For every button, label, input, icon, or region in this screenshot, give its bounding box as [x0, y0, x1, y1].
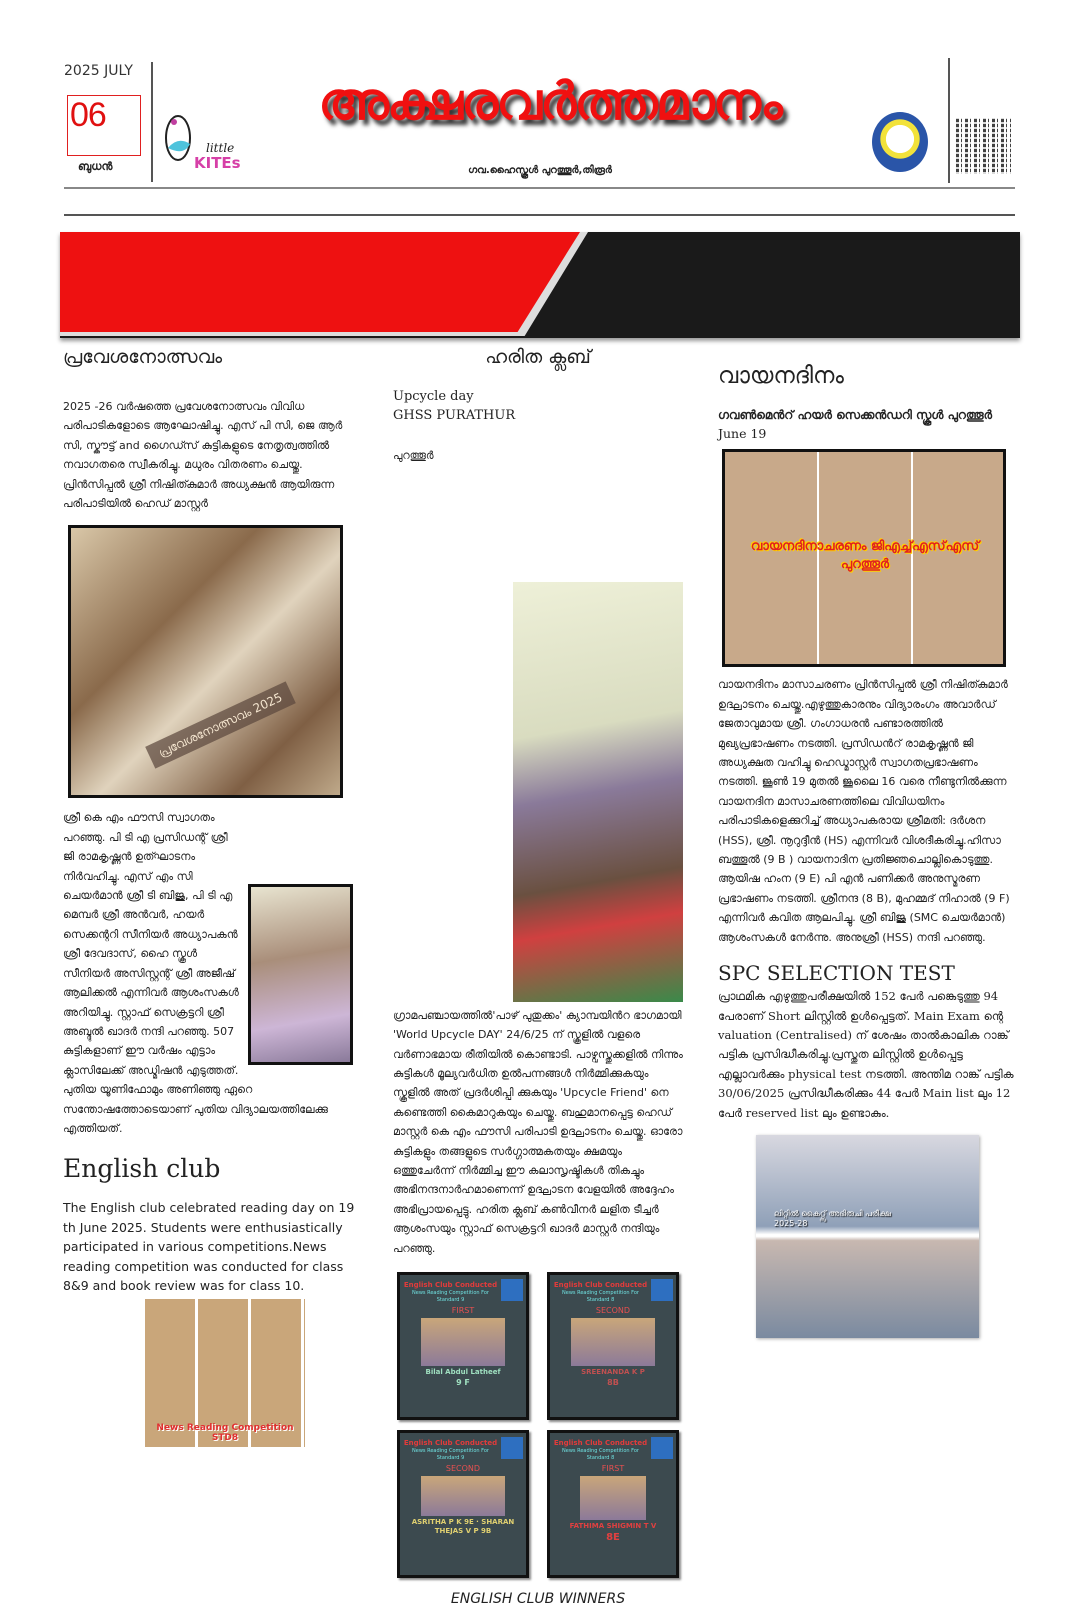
photo-caption: News Reading Competition STD8 [156, 1423, 294, 1444]
card-title: English Club Conducted [403, 1281, 498, 1290]
winner-card [547, 1430, 679, 1578]
card-title: English Club Conducted [553, 1439, 648, 1448]
qr-code-icon[interactable] [956, 118, 1011, 174]
issue-weekday: ബുധൻ [78, 160, 113, 173]
little-kites-logo [158, 108, 250, 174]
column-right [718, 360, 1018, 1338]
card-title: English Club Conducted [553, 1281, 648, 1290]
card-rank: FIRST [451, 1306, 475, 1316]
article-body: പ്രാഥമിക എഴുത്തുപരീക്ഷയിൽ 152 പേർ പങ്കെടുത്തു 94 പേരാണ് Short ലിസ്റ്റിൽ ഉൾപ്പെട്ടത്. Main Exam ന്റെ valuation (Centralised) ന് ശേഷം താൽകാലിക റാങ്ക് പട്ടിക പ്രസിദ്ധീകരിച്ചു.പ്രസ്തുത ലിസ്റ്റിൽ ഉൾപ്പെട്ട എല്ലാവർക്കും physical test നടത്തി. അന്തിമ റാങ്ക് പട്ടിക 30/06/2025 പ്രസിദ്ധീകരിക്കും 44 പേർ Main list ലും 12 പേർ reserved list ലും ഉണ്ടാകും. [718, 989, 1014, 1120]
winner-name: SREENANDA K P [581, 1368, 645, 1377]
svg-text:KITEs: KITEs [194, 154, 241, 172]
school-name: ഗവ.ഹൈസ്കൂൾ പുറത്തൂർ,തിരൂർ [468, 165, 612, 176]
school-emblem-icon [501, 1279, 523, 1301]
winner-card [397, 1272, 529, 1420]
banner [60, 232, 1020, 338]
article-haritha-club [393, 345, 683, 1258]
column-left [63, 345, 358, 1447]
article-body: 2025 -26 വർഷത്തെ പ്രവേശനോത്സവം വിവിധ പരിപാടികളോടെ ആഘോഷിച്ചു. എസ് പി സി, ജെ ആർ സി, സ്കൗട്ട് and ഗൈഡ്സ് കുട്ടികളുടെ നേതൃത്വത്തിൽ നവാഗതരെ സ്വീകരിച്ചു. മധുരം വിതരണം ചെയ്തു. പ്രിൻസിപ്പൽ ശ്രീ നിഷിത്കുമാർ അധ്യക്ഷൻ ആയിരുന്ന പരിപാടിയിൽ ഹെഡ് മാസ്റ്റർ [63, 400, 343, 511]
card-rank: FIRST [601, 1464, 625, 1474]
article-heading: പ്രവേശനോത്സവം [63, 346, 223, 368]
school-emblem-icon [651, 1437, 673, 1459]
article-praveshanolsavam [63, 345, 358, 1138]
card-subtitle: News Reading Competition For Standard 8 [562, 1448, 639, 1462]
winner-photo [571, 1318, 655, 1366]
card-subtitle: News Reading Competition For Standard 8 [562, 1290, 639, 1304]
article-body: The English club celebrated reading day on 19 th June 2025. Students were enthusiastically participated in various competitions.News reading competition was conducted for class 8&9 and book review was for class 10. [63, 1200, 355, 1293]
reading-competition-photo [145, 1299, 305, 1447]
article-vayanadinam [718, 360, 1018, 947]
praveshanolsavam-photo [68, 525, 343, 798]
article-body: വായനദിനം മാസാചരണം പ്രിൻസിപ്പൽ ശ്രീ നിഷിത്കുമാർ ഉദ്ഘാടനം ചെയ്തു.എഴുത്തുകാരനും വിദ്യാരംഗം അവാർഡ് ജേതാവുമായ ശ്രീ. ഗംഗാധരൻ പണ്ടാരത്തിൽ മുഖ്യപ്രഭാഷണം നടത്തി. പ്രസിഡൻറ് രാമകൃഷ്ണൻ ജി അധ്യക്ഷത വഹിച്ചു ഹെഡ്മാസ്റ്റർ സ്വാഗതപ്രഭാഷണം നടത്തി. ജൂൺ 19 മുതൽ ജൂലൈ 16 വരെ നീണ്ടുനിൽക്കുന്ന വായനദിന മാസാചരണത്തിലെ വിവിധയിനം പരിപാടികളെക്കുറിച്ച് അധ്യാപകരായ ശ്രീമതി: ദർശന (HSS), ശ്രീ. നൂറുദ്ദീൻ (HS) എന്നിവർ വിശദീകരിച്ചു.ഹിസാ ബത്തൂൽ (9 B ) വായനാദിന പ്രതിജ്ഞചൊല്ലികൊടുത്തു. [718, 678, 1008, 867]
card-title: English Club Conducted [403, 1439, 498, 1448]
issue-day: 06 [70, 96, 106, 134]
winner-cards [393, 1272, 683, 1578]
column-middle [393, 345, 683, 1608]
article-subtitle: Upcycle day [393, 389, 474, 404]
article-spc [718, 959, 1018, 1338]
card-subtitle: News Reading Competition For Standard 9 [412, 1290, 489, 1304]
winner-class: 8B [607, 1378, 619, 1388]
article-english-club [63, 1152, 358, 1447]
article-subtitle: GHSS PURATHUR [393, 408, 516, 424]
winner-photo [421, 1476, 505, 1516]
school-emblem-icon [651, 1279, 673, 1301]
winner-name: ASRITHA P K 9E · SHARAN THEJAS V P 9B [411, 1518, 515, 1536]
photo-caption: വായനദിനാചരണം ജിഎച്ച്എസ്എസ് പുറത്തൂർ [750, 539, 980, 573]
article-heading: വായനദിനം [718, 363, 844, 389]
winner-name: FATHIMA SHIGMIN T V [569, 1522, 657, 1531]
photo-caption: പ്രവേശനോത്സവം 2025 [145, 682, 295, 769]
winner-class: 9 F [456, 1378, 470, 1388]
divider [948, 58, 950, 183]
card-subtitle: News Reading Competition For Standard 9 [412, 1448, 489, 1462]
upcycle-photo [513, 582, 683, 1002]
vayanadinam-collage [722, 449, 1006, 667]
winner-card [397, 1430, 529, 1578]
card-rank: SECOND [445, 1464, 481, 1474]
winner-card [547, 1272, 679, 1420]
photo-caption: ലിറ്റിൽ കൈറ്റ്സ് അഭിരുചി പരീക്ഷ 2025-28 [774, 1208, 891, 1228]
article-subtitle: ഗവൺമെൻറ് ഹയർ സെക്കൻഡറി സ്കൂൾ പുറത്തൂർ [718, 408, 992, 422]
winner-photo [421, 1318, 505, 1366]
article-body: ശ്രീ കെ എം ഫൗസി സ്വാഗതം പറഞ്ഞു. പി ടി എ പ്രസിഡന്റ് ശ്രീ ജി രാമകൃഷ്ണൻ ഉത്ഘാടനം നിർവഹിച്ചു. എസ് എം സി ചെയർമാൻ ശ്രീ ടി ബിജു, പി ടി എ മെമ്പർ ശ്രീ അൻവർ, ഹയർ സെക്കന്ററി സീനിയർ അധ്യാപകൻ ശ്രീ ദേവദാസ്, ഹൈ സ്കൂൾ സീനിയർ അസിസ്റ്റന്റ് ശ്രീ അജീഷ് ആലിക്കൽ എന്നിവർ ആശംസകൾ അറിയിച്ചു. സ്റ്റാഫ് സെക്രട്ടറി ശ്രീ അബ്ദുൽ ഖാദർ നന്ദി പറഞ്ഞു. 507 കുട്ടികളാണ് ഈ വർഷം എട്ടാം ക്ലാസിലേക്ക് അഡ്മിഷൻ എടുത്തത്. പുതിയ യൂണിഫോമും അണിഞ്ഞു ഏറെ സന്തോഷത്തോടെയാണ് പുതിയ വിദ്യാലയത്തിലേക്കു എത്തിയത്. [63, 811, 328, 1135]
article-body: പുറത്തൂർ ഗ്രാമപഞ്ചായത്തിൽ'പാഴ് പുതുക്കം' ക്യാമ്പയിൻറ ഭാഗമായി 'World Upcycle DAY' 24/6/25 ന് സ്കൂളിൽ വളരെ വർണാഭമായ രീതിയിൽ കൊണ്ടാടി. പാഴ്വസ്തുക്കളിൽ നിന്നും കുട്ടികൾ മൂല്യവർധിത ഉൽപന്നങ്ങൾ നിർമ്മിക്കുകയും സ്കൂളിൽ അത് പ്രദർശിപ്പി ക്കുകയും 'Upcycle Friend' നെ കണ്ടെത്തി കൈമാറുകയും ചെയ്തു. ബഹുമാനപ്പെട്ട ഹെഡ് മാസ്റ്റർ കെ എം ഫൗസി പരിപാടി ഉദ്ഘാടനം ചെയ്തു. ഓരോ കുട്ടികളും തങ്ങളുടെ സർഗ്ഗാത്മകതയും ക്ഷമയും ഒത്തുചേർന്ന് നിർമ്മിച്ച ഈ കലാസൃഷ്ടികൾ തികച്ചും അഭിനന്ദനാർഹമാണെന്ന് ഉദ്ഘാടന വേളയിൽ അദ്ദേഹം അഭിപ്രായപ്പെട്ടു. ഹരിത ക്ലബ് കൺവീനർ ലളിത ടീച്ചർ ആശംസയും സ്റ്റാഫ് സെക്രട്ടറി ഖാദർ മാസ്റ്റർ നന്ദിയും പറഞ്ഞു. [393, 448, 683, 1255]
divider [151, 62, 153, 182]
winner-name: Bilal Abdul Latheef [425, 1368, 501, 1377]
article-heading: English club [63, 1154, 221, 1184]
article-heading: SPC SELECTION TEST [718, 961, 955, 986]
article-subtitle: June 19 [718, 426, 767, 442]
rule [64, 187, 1015, 189]
rule [64, 214, 1015, 216]
masthead-title: അക്ഷരവർത്തമാനം [318, 72, 781, 132]
school-emblem-icon [501, 1437, 523, 1459]
issue-month: 2025 JULY [64, 63, 133, 79]
spc-exam-photo [756, 1135, 979, 1338]
winner-photo [580, 1476, 646, 1520]
card-rank: SECOND [595, 1306, 631, 1316]
svg-text:little: little [206, 141, 235, 155]
school-emblem-icon [872, 112, 928, 172]
article-heading: ഹരിത ക്ലബ് [485, 346, 591, 368]
winner-class: 8E [606, 1532, 620, 1544]
article-body: ആയിഷ ഹംന (9 E) പി എൻ പണിക്കർ അനുസ്മരണ പ്രഭാഷണം നടത്തി. ശ്രീനന്ദ (8 B), മുഹമ്മദ് നിഹാൽ (9 F) എന്നിവർ കവിത ആലപിച്ചു. ശ്രീ ബിജു (SMC ചെയർമാൻ) ആശംസകൾ നേർന്നു. അനുശ്രീ (HSS) നന്ദി പറഞ്ഞു. [718, 872, 1010, 944]
student-photo [248, 884, 353, 1065]
winners-caption: ENGLISH CLUB WINNERS [450, 1591, 626, 1608]
